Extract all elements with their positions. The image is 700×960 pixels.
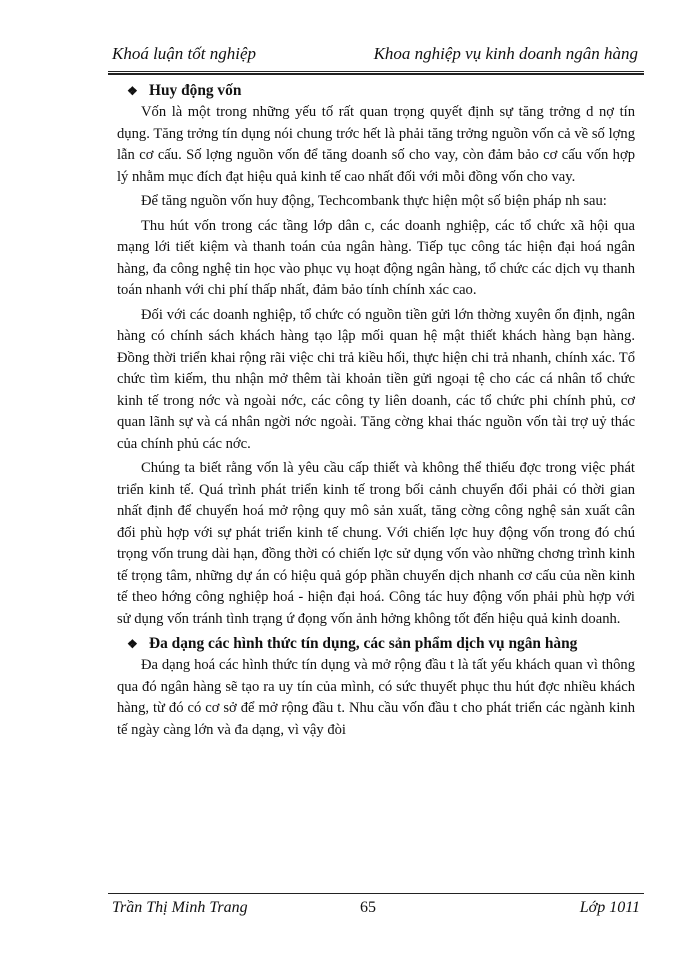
footer-author: Trần Thị Minh Trang [112, 899, 248, 916]
paragraph: Vốn là một trong những yếu tố rất quan trọng quyết định sự tăng trởng d nợ tín dụng. Tăng trởng tín dụng nói chung trớc hết là phải tăng trởng nguồn vốn cả về số lợng lẫn cơ cấu. Số lợng nguồn vốn để tăng doanh số cho vay, còn đảm bảo cơ cấu vốn hợp lý nhằm mục đích đạt hiệu quả kinh tế cao nhất đối với mỗi đồng vốn cho vay. [117, 104, 635, 185]
section-heading-text: Huy động vốn [149, 82, 242, 99]
footer-rule [108, 893, 644, 894]
page-body [117, 80, 635, 744]
footer-class: Lớp 1011 [579, 899, 640, 916]
paragraph: Để tăng nguồn vốn huy động, Techcombank thực hiện một số biện pháp nh sau: [141, 193, 607, 209]
page-number: 65 [360, 899, 376, 916]
header-double-rule [108, 71, 644, 75]
four-diamond-bullet-icon: ❖ [127, 637, 138, 651]
section-heading-da-dang [117, 633, 635, 655]
paragraph: Đa dạng hoá các hình thức tín dụng và mở rộng đầu t là tất yếu khách quan vì thông qua đó ngân hàng sẽ tạo ra uy tín của mình, có sức thuyết phục thu hút đợc nhiều khách hàng, từ đó có cơ sở để mở rộng đầu t. Nhu cầu vốn đầu t cho phát triển các ngành kinh tế ngày càng lớn và đa dạng, vì vậy đòi [117, 657, 635, 738]
four-diamond-bullet-icon: ❖ [127, 84, 138, 98]
section-heading-text: Đa dạng các hình thức tín dụng, các sản phẩm dịch vụ ngân hàng [149, 635, 578, 652]
paragraph: Đối với các doanh nghiệp, tổ chức có nguồn tiền gửi lớn thờng xuyên ổn định, ngân hàng có chính sách khách hàng tạo lập mối quan hệ mật thiết khách hàng bạn hàng. Đồng thời triển khai rộng rãi việc chi trả kiều hối, thực hiện chi trả nhanh, chính xác. Tổ chức tìm kiếm, thu nhận mở thêm tài khoản tiền gửi ngoại tệ cho các cá nhân tổ chức kinh tế trong nớc và ngoài nớc, các công ty liên doanh, các tổ chức phi chính phủ, cơ quan lãnh sự và cá nhân ngời nớc ngoài. Tăng cờng khai thác nguồn vốn tài trợ uỷ thác của chính phủ các nớc. [117, 306, 635, 452]
paragraph: Chúng ta biết rằng vốn là yêu cầu cấp thiết và không thể thiếu đợc trong việc phát triển kinh tế. Quá trình phát triển kinh tế trong bối cảnh chuyển đổi phải có thời gian nhất định để chuyển hoá mở rộng quy mô sản xuất, tăng cờng công nghệ sản xuất cân đối phù hợp với sự phát triển kinh tế chung. Với chiến lợc huy động vốn trong đó chú trọng vốn trung dài hạn, đồng thời có chiến lợc sử dụng vốn vào những chơng trình kinh tế trọng tâm, những dự án có hiệu quả góp phần chuyển dịch nhanh cơ cấu của nền kinh tế theo hớng công nghiệp hoá - hiện đại hoá. Công tác huy động vốn phải phù hợp với sử dụng vốn tránh tình trạng ứ đọng vốn ảnh hởng không tốt đến hiệu quả kinh doanh. [117, 460, 635, 627]
paragraph: Thu hút vốn trong các tầng lớp dân c, các doanh nghiệp, các tổ chức xã hội qua mạng lới tiết kiệm và thanh toán của ngân hàng. Tiếp tục công tác hiện đại hoá ngân hàng, đa công nghệ tin học vào phục vụ hoạt động ngân hàng, tổ chức các dịch vụ thanh toán nhanh với chi phí thấp nhất, đảm bảo tính chính xác cao. [117, 217, 635, 298]
header-right-title: Khoa nghiệp vụ kinh doanh ngân hàng [373, 44, 638, 63]
header-left-title: Khoá luận tốt nghiệp [112, 44, 257, 63]
section-heading-huy-dong-von [117, 80, 635, 102]
